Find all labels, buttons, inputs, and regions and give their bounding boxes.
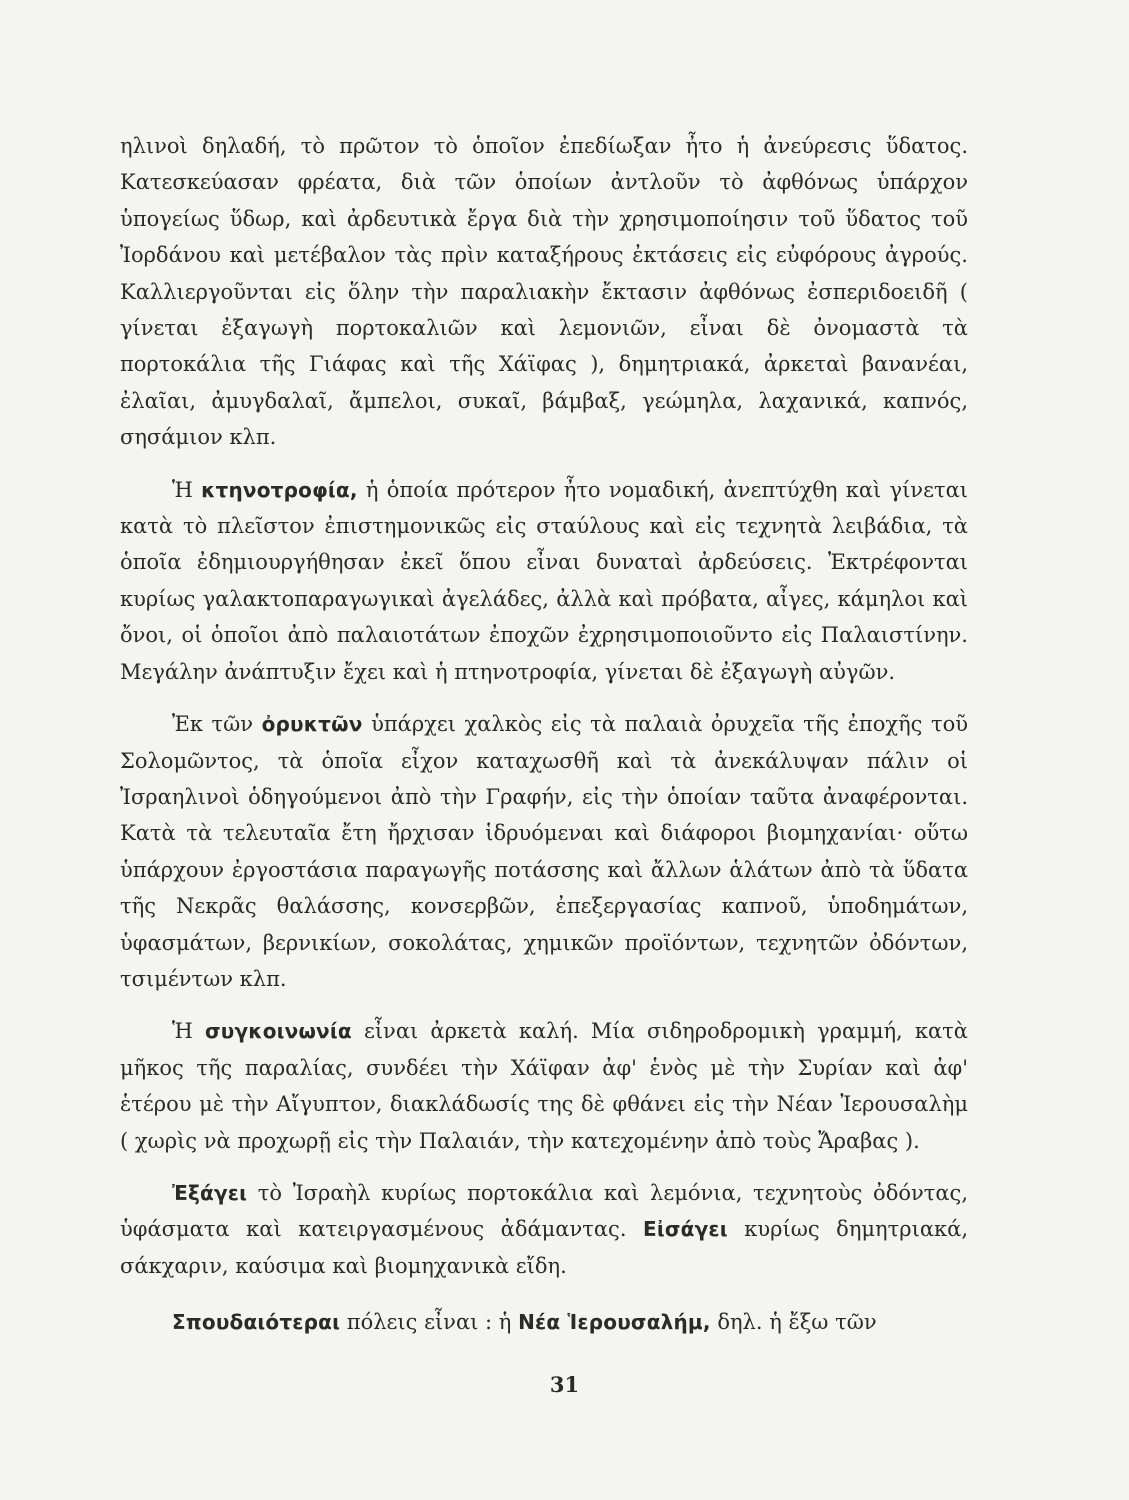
keyword-term: ὀρυκτῶν [261, 712, 363, 737]
paragraph-livestock [120, 472, 968, 690]
page-number: 31 [549, 1372, 580, 1397]
keyword-term: Ἐξάγει [172, 1180, 248, 1205]
text-run: εἶναι ἀρκετὰ καλή. Μία σιδηροδρομικὴ γραμμή, κατὰ μῆκος τῆς παραλίας, συνδέει τὴν Χάϊφαν ἀφ' ἑνὸς μὲ τὴν Συρίαν καὶ ἀφ' ἑτέρου μὲ τὴν Αἴγυπτον, διακλάδωσίς της δὲ φθάνει εἰς τὴν Νέαν Ἰερουσαλὴμ ( χωρὶς νὰ προχωρῇ εἰς τὴν Παλαιάν, τὴν κατεχομένην ἀπὸ τοὺς Ἄραβας ). [120, 1019, 968, 1153]
text-run: δηλ. ἡ ἔξω τῶν [710, 1310, 877, 1335]
body-text [120, 128, 968, 1341]
text-run: Ἡ [172, 477, 202, 502]
text-run: ηλινοὶ δηλαδή, τὸ πρῶτον τὸ ὁποῖον ἐπεδίωξαν ἦτο ἡ ἀνεύρεσις ὕδατος. Κατεσκεύασαν φρέατα, διὰ τῶν ὁποίων ἀντλοῦν τὸ ἀφθόνως ὑπάρχον ὑπογείως ὕδωρ, καὶ ἀρδευτικὰ ἔργα διὰ τὴν χρησιμοποίησιν τοῦ ὕδατος τοῦ Ἰορδάνου καὶ μετέβαλον τὰς πρὶν καταξήρους ἐκτάσεις εἰς εὐφόρους ἀγρούς. Καλλιεργοῦνται εἰς ὅλην τὴν παραλιακὴν ἔκτασιν ἀφθόνως ἐσπεριδοειδῆ ( γίνεται ἐξαγωγὴ πορτοκαλιῶν καὶ λεμονιῶν, εἶναι δὲ ὀνομαστὰ τὰ πορτοκάλια τῆς Γιάφας καὶ τῆς Χάϊφας ), δημητριακά, ἀρκεταὶ βανανέαι, ἐλαῖαι, ἀμυγδαλαῖ, ἄμπελοι, συκαῖ, βάμβαξ, γεώμηλα, λαχανικά, καπνός, σησάμιον κλπ. [120, 134, 968, 450]
keyword-term: Νέα Ἱερουσαλήμ, [518, 1310, 711, 1335]
keyword-term: συγκοινωνία [204, 1019, 352, 1044]
text-run: ἡ ὁποία πρότερον ἦτο νομαδική, ἀνεπτύχθη καὶ γίνεται κατὰ τὸ πλεῖστον ἐπιστημονικῶς εἰς σταύλους καὶ εἰς τεχνητὰ λειβάδια, τὰ ὁποῖα ἐδημιουργήθησαν ἐκεῖ ὅπου εἶναι δυναταὶ ἀρδεύσεις. Ἐκτρέφονται κυρίως γαλακτοπαραγωγικαὶ ἀγελάδες, ἀλλὰ καὶ πρόβατα, αἶγες, κάμηλοι καὶ ὄνοι, οἱ ὁποῖοι ἀπὸ παλαιοτάτων ἐποχῶν ἐχρησιμοποιοῦντο εἰς Παλαιστίνην. Μεγάλην ἀνάπτυξιν ἔχει καὶ ἡ πτηνοτροφία, γίνεται δὲ ἐξαγωγὴ αὐγῶν. [120, 477, 968, 684]
text-run: τὸ Ἰσραὴλ κυρίως πορτοκάλια καὶ λεμόνια, τεχνητοὺς ὀδόντας, ὑφάσματα καὶ κατειργασμένους ἀδάμαντας. [120, 1180, 968, 1242]
paragraph-irrigation-agriculture [120, 128, 968, 456]
keyword-term: Σπουδαιότεραι [172, 1310, 341, 1335]
paragraph-transport [120, 1013, 968, 1159]
text-run: Ἐκ τῶν [172, 712, 262, 737]
text-run: ὑπάρχει χαλκὸς εἰς τὰ παλαιὰ ὀρυχεῖα τῆς ἐποχῆς τοῦ Σολομῶντος, τὰ ὁποῖα εἶχον καταχωσθῆ καὶ τὰ ἀνεκάλυψαν πάλιν οἱ Ἰσραηλινοὶ ὁδηγούμενοι ἀπὸ τὴν Γραφήν, εἰς τὴν ὁποίαν ταῦτα ἀναφέρονται. Κατὰ τὰ τελευταῖα ἔτη ἤρχισαν ἱδρυόμεναι καὶ διάφοροι βιομηχανίαι· οὕτω ὑπάρχουν ἐργοστάσια παραγωγῆς ποτάσσης καὶ ἄλλων ἁλάτων ἀπὸ τὰ ὕδατα τῆς Νεκρᾶς θαλάσσης, κονσερβῶν, ἐπεξεργασίας καπνοῦ, ὑποδημάτων, ὑφασμάτων, βερνικίων, σοκολάτας, χημικῶν προϊόντων, τεχνητῶν ὀδόντων, τσιμέντων κλπ. [120, 712, 968, 991]
paragraph-exports-imports [120, 1175, 968, 1284]
paragraph-cities [120, 1304, 968, 1340]
keyword-term: κτηνοτροφία, [201, 477, 358, 502]
paragraph-minerals-industry [120, 706, 968, 997]
text-run: κυρίως δημητριακά, σάκχαριν, καύσιμα καὶ βιομηχανικὰ εἴδη. [120, 1217, 968, 1278]
text-run: πόλεις εἶναι : ἡ [340, 1310, 519, 1335]
text-run: Ἡ [172, 1019, 205, 1044]
keyword-term: Εἰσάγει [643, 1217, 728, 1242]
